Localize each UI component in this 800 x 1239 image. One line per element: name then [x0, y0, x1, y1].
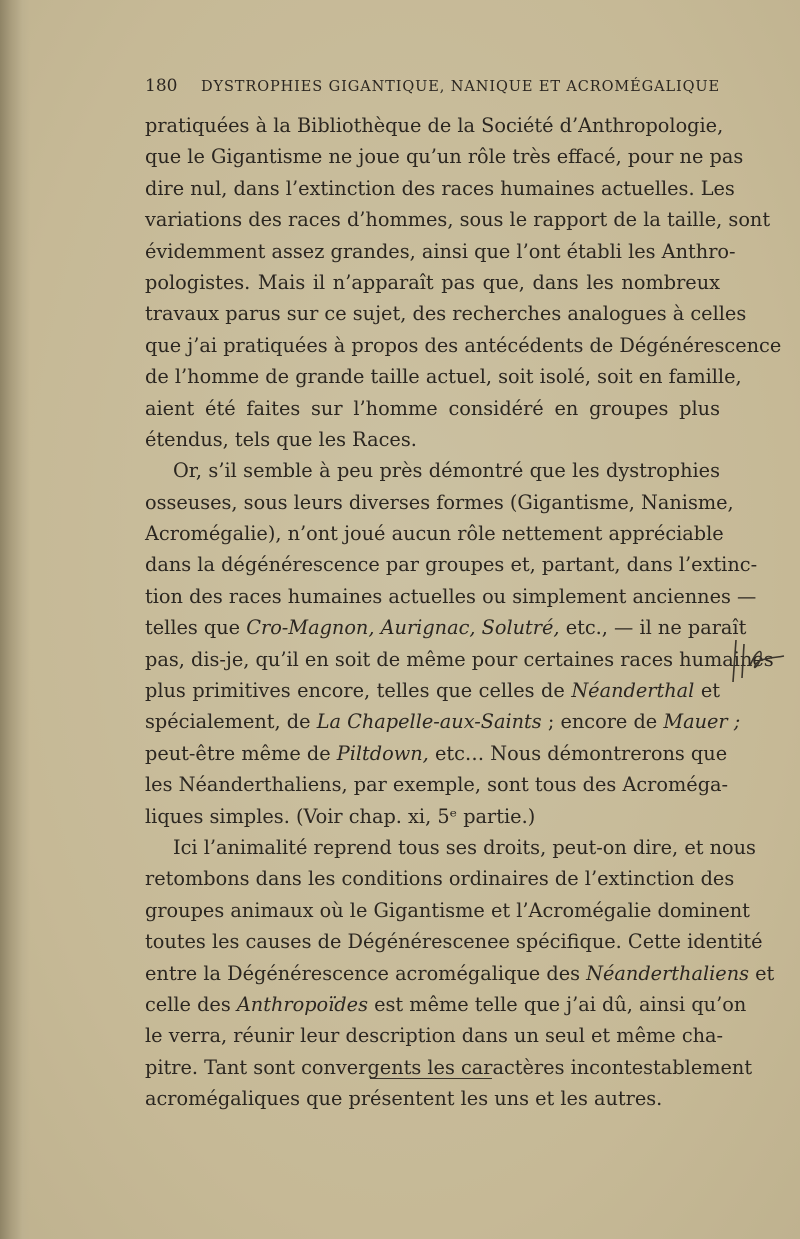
text-line: [145, 581, 757, 612]
text-segment: le verra, réunir leur description dans un seul et même cha-: [145, 1024, 724, 1048]
italic-text: Néanderthal: [571, 679, 695, 703]
text-line: [145, 675, 720, 706]
text-line: [145, 298, 747, 329]
text-segment: ; encore de: [541, 710, 664, 734]
text-segment: tion des races humaines actuelles ou simplement anciennes —: [145, 584, 757, 608]
text-segment: pitre. Tant sont convergents les caractères incontestablement: [145, 1055, 753, 1079]
text-line: [145, 769, 729, 800]
text-segment: liques simples. (Voir chap. xi, 5ᵉ partie.): [145, 804, 536, 828]
text-segment: que j’ai pratiquées à propos des antécédents de Dégénérescence: [145, 333, 782, 357]
end-rule: [370, 1078, 492, 1079]
text-segment: acromégaliques que présentent les uns et les autres.: [145, 1087, 663, 1111]
text-line: [145, 361, 742, 392]
text-line: [145, 706, 741, 737]
text-line: [145, 330, 782, 361]
text-segment: pologistes. Mais il n’apparaît pas que, dans les nombreux: [145, 270, 720, 294]
text-segment: toutes les causes de Dégénérescenee spécifique. Cette identité: [145, 930, 763, 954]
italic-text: Anthropoïdes: [236, 992, 368, 1016]
text-segment: évidemment assez grandes, ainsi que l’ont établi les Anthro-: [145, 239, 736, 263]
text-segment: etc… Nous démontrerons que: [428, 741, 728, 765]
body-text: [145, 110, 782, 1115]
text-segment: plus primitives encore, telles que celles de: [145, 679, 572, 703]
text-line: [145, 393, 720, 424]
text-segment: peut-être même de: [145, 741, 337, 765]
text-segment: dans la dégénérescence par groupes et, partant, dans l’extinc-: [145, 553, 758, 577]
text-line: [145, 204, 771, 235]
italic-text: Cro-Magnon, Aurignac, Solutré,: [246, 616, 560, 640]
text-line: [145, 549, 758, 580]
text-segment: celle des: [145, 992, 237, 1016]
text-line: [145, 926, 763, 957]
text-line: [145, 141, 744, 172]
text-segment: que le Gigantisme ne joue qu’un rôle très effacé, pour ne pas: [145, 145, 744, 169]
text-line: [145, 267, 720, 298]
text-line: [145, 863, 735, 894]
text-segment: groupes animaux où le Gigantisme et l’Acromégalie dominent: [145, 898, 750, 922]
running-header: [145, 76, 725, 96]
text-line: [145, 173, 735, 204]
text-line: [145, 424, 720, 455]
text-segment: Acromégalie), n’ont joué aucun rôle nettement appréciable: [145, 522, 724, 546]
text-line: [145, 1083, 720, 1114]
italic-text: Néanderthaliens: [586, 961, 750, 985]
text-line: [145, 236, 736, 267]
text-line: [145, 738, 728, 769]
text-line: [145, 958, 775, 989]
text-line: [145, 455, 720, 486]
text-segment: travaux parus sur ce sujet, des recherches analogues à celles: [145, 302, 747, 326]
text-segment: étendus, tels que les Races.: [145, 427, 417, 451]
text-line: [145, 832, 756, 863]
text-line: [145, 895, 750, 926]
text-segment: osseuses, sous leurs diverses formes (Gigantisme, Nanisme,: [145, 490, 734, 514]
book-spine-shadow: [0, 0, 30, 1239]
text-segment: telles que: [145, 616, 247, 640]
text-segment: est même telle que j’ai dû, ainsi qu’on: [367, 992, 747, 1016]
text-line: [145, 801, 720, 832]
text-line: [145, 644, 774, 675]
text-segment: Ici l’animalité reprend tous ses droits, peut-on dire, et nous: [173, 835, 756, 859]
italic-text: La Chapelle-aux-Saints: [316, 710, 542, 734]
text-segment: et: [694, 679, 720, 703]
italic-text: Mauer ;: [663, 710, 741, 734]
text-segment: Or, s’il semble à peu près démontré que les dystrophies: [173, 459, 720, 483]
text-segment: les Néanderthaliens, par exemple, sont tous des Acroméga-: [145, 773, 729, 797]
text-line: [145, 989, 747, 1020]
text-segment: etc., — il ne paraît: [559, 616, 747, 640]
text-line: [145, 612, 747, 643]
text-segment: aient été faites sur l’homme considéré en groupes plus: [145, 396, 720, 420]
text-line: [145, 110, 724, 141]
text-segment: spécialement, de: [145, 710, 317, 734]
handwritten-margin-mark: [730, 636, 788, 684]
page-number: 180: [145, 76, 178, 96]
text-segment: pas, dis-je, qu’il en soit de même pour certaines races humaines: [145, 647, 774, 671]
text-segment: variations des races d’hommes, sous le rapport de la taille, sont: [145, 208, 771, 232]
text-segment: et: [749, 961, 775, 985]
italic-text: Piltdown,: [336, 741, 429, 765]
text-segment: pratiquées à la Bibliothèque de la Société d’Anthropologie,: [145, 114, 724, 137]
text-line: [145, 518, 724, 549]
text-segment: retombons dans les conditions ordinaires de l’extinction des: [145, 867, 735, 891]
text-segment: de l’homme de grande taille actuel, soit isolé, soit en famille,: [145, 365, 742, 389]
text-segment: entre la Dégénérescence acromégalique des: [145, 961, 587, 985]
text-line: [145, 1020, 724, 1051]
running-title: DYSTROPHIES GIGANTIQUE, NANIQUE ET ACROMÉGALIQUE: [200, 79, 721, 95]
text-line: [145, 487, 734, 518]
text-segment: dire nul, dans l’extinction des races humaines actuelles. Les: [145, 176, 735, 200]
